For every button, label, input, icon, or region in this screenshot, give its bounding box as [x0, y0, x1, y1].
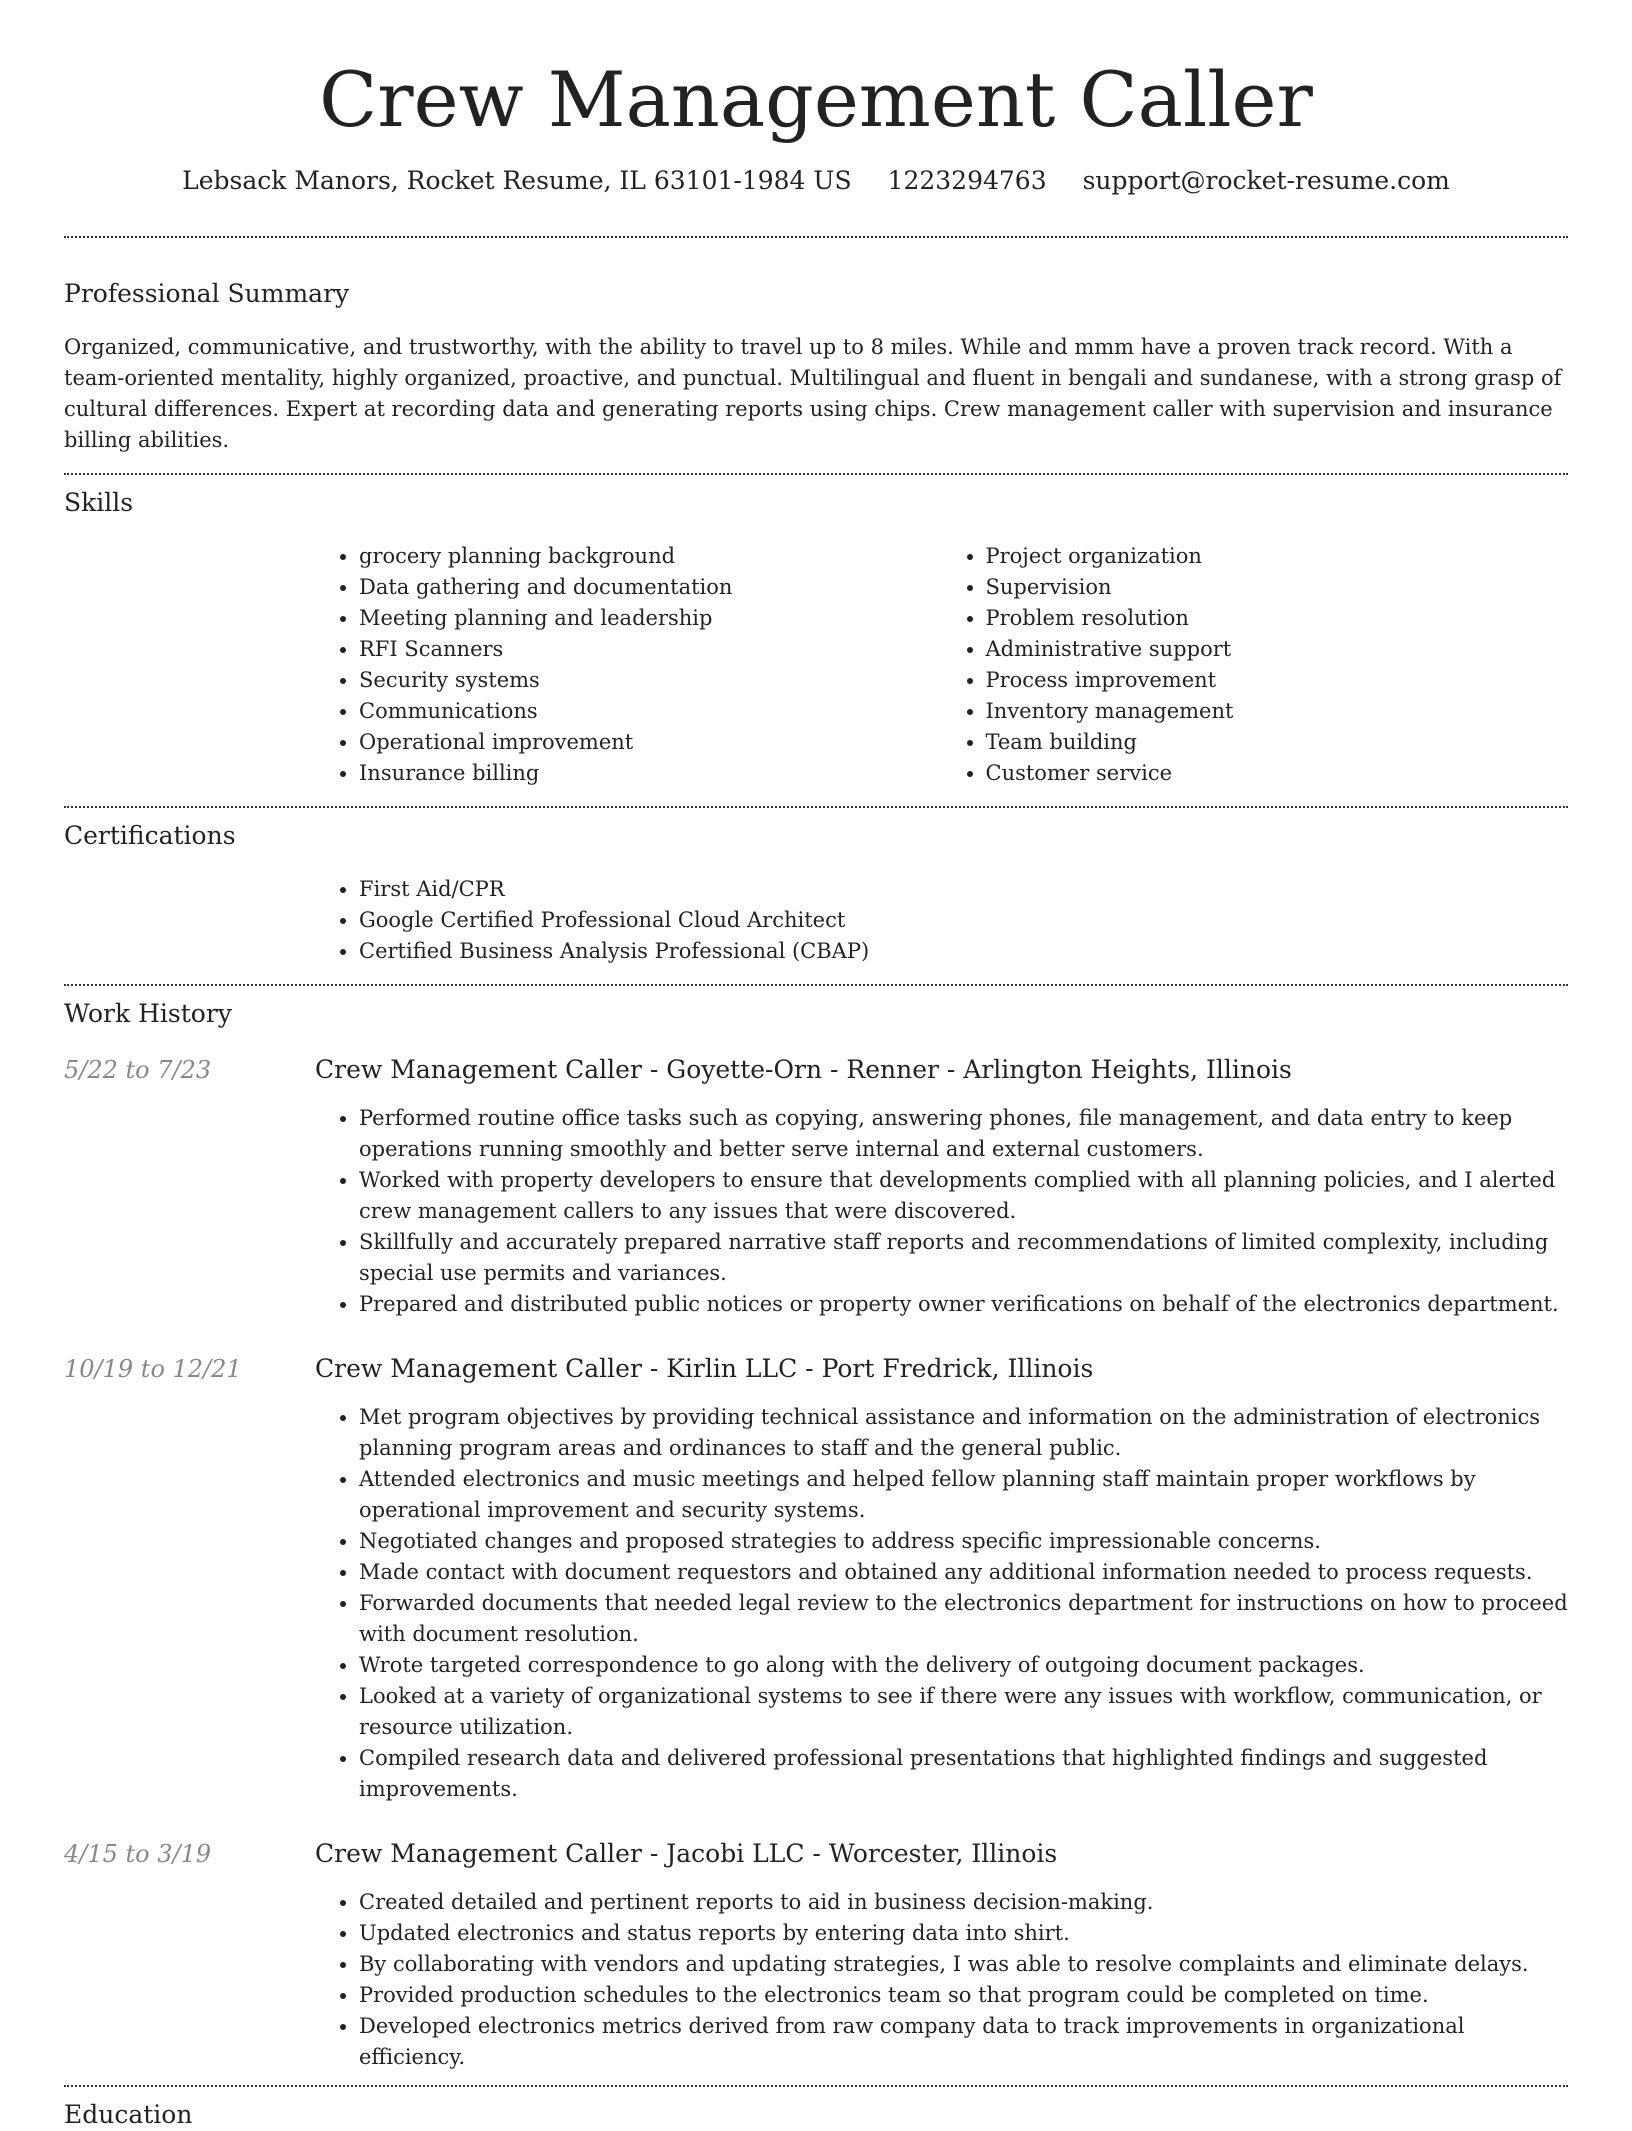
job-bullet: • Worked with property developers to ensure that developments complied with all planning policies, and I alerted crew management callers to any issues that were discovered. [359, 1165, 1568, 1227]
job-bullet: • Skillfully and accurately prepared narrative staff reports and recommendations of limited complexity, including special use permits and variances. [359, 1227, 1568, 1289]
job-bullet: • Developed electronics metrics derived from raw company data to track improvements in organizational efficiency. [359, 2011, 1568, 2073]
phone: 1223294763 [887, 166, 1047, 195]
skill-item: • Process improvement [986, 665, 1569, 696]
skill-item: • Meeting planning and leadership [359, 603, 942, 634]
skills-list [315, 541, 1568, 789]
skill-item: • Team building [986, 727, 1569, 758]
job-entry [64, 1353, 1568, 1805]
job-header [64, 1838, 1568, 1870]
skill-item: • Data gathering and documentation [359, 572, 942, 603]
skill-item: • Customer service [986, 758, 1569, 789]
job-bullet: • Provided production schedules to the electronics team so that program could be completed on time. [359, 1980, 1568, 2011]
job-bullet: • Made contact with document requestors and obtained any additional information needed to process requests. [359, 1557, 1568, 1588]
address: Lebsack Manors, Rocket Resume, IL 63101-1984 US [182, 166, 852, 195]
divider [64, 2085, 1568, 2087]
job-bullet: • Looked at a variety of organizational systems to see if there were any issues with workflow, communication, or resource utilization. [359, 1681, 1568, 1743]
job-title: Crew Management Caller - Kirlin LLC - Port Fredrick, Illinois [315, 1354, 1094, 1383]
job-dates: 4/15 to 3/19 [64, 1840, 212, 1868]
skill-item: • Security systems [359, 665, 942, 696]
section-title-skills: Skills [64, 488, 134, 517]
skill-item: • grocery planning background [359, 541, 942, 572]
certification-item: • Certified Business Analysis Professional (CBAP) [359, 936, 1568, 967]
divider [64, 473, 1568, 475]
email[interactable]: support@rocket-resume.com [1082, 166, 1450, 195]
skill-item: • Administrative support [986, 634, 1569, 665]
job-bullets [315, 1887, 1568, 2073]
skill-item: • Insurance billing [359, 758, 942, 789]
divider [64, 806, 1568, 808]
skills-column-left [315, 541, 942, 789]
job-bullets [315, 1103, 1568, 1320]
skill-item: • Inventory management [986, 696, 1569, 727]
skill-item: • Supervision [986, 572, 1569, 603]
job-bullet: • Negotiated changes and proposed strategies to address specific impressionable concerns. [359, 1526, 1568, 1557]
job-bullet: • Created detailed and pertinent reports to aid in business decision-making. [359, 1887, 1568, 1918]
job-title: Crew Management Caller - Goyette-Orn - Renner - Arlington Heights, Illinois [315, 1055, 1292, 1084]
job-bullets [315, 1402, 1568, 1805]
summary-text: Organized, communicative, and trustworthy, with the ability to travel up to 8 miles. While and mmm have a proven track record. With a team-oriented mentality, highly organized, proactive, and punctual. Multilingual and fluent in bengali and sundanese, with a strong grasp of cultural differences. Expert at recording data and generating reports using chips. Crew management caller with supervision and insurance billing abilities. [64, 335, 1562, 452]
job-bullet: • By collaborating with vendors and updating strategies, I was able to resolve complaints and eliminate delays. [359, 1949, 1568, 1980]
job-bullet: • Updated electronics and status reports by entering data into shirt. [359, 1918, 1568, 1949]
section-title-education: Education [64, 2100, 193, 2129]
skill-item: • Operational improvement [359, 727, 942, 758]
certification-item: • Google Certified Professional Cloud Architect [359, 905, 1568, 936]
skill-item: • Communications [359, 696, 942, 727]
job-bullet: • Prepared and distributed public notices or property owner verifications on behalf of the electronics department. [359, 1289, 1568, 1320]
section-title-certifications: Certifications [64, 821, 236, 850]
job-bullet: • Met program objectives by providing technical assistance and information on the administration of electronics planning program areas and ordinances to staff and the general public. [359, 1402, 1568, 1464]
job-header [64, 1353, 1568, 1385]
resume-page [64, 0, 1568, 2131]
certification-item: • First Aid/CPR [359, 874, 1568, 905]
skills-column-right [942, 541, 1569, 789]
job-entry [64, 1054, 1568, 1320]
section-title-summary: Professional Summary [64, 279, 350, 308]
job-entry [64, 1838, 1568, 2073]
job-bullet: • Forwarded documents that needed legal review to the electronics department for instructions on how to proceed with document resolution. [359, 1588, 1568, 1650]
job-bullet: • Compiled research data and delivered professional presentations that highlighted findings and suggested improvements. [359, 1743, 1568, 1805]
job-header [64, 1054, 1568, 1086]
skill-item: • Project organization [986, 541, 1569, 572]
candidate-name: Crew Management Caller [319, 55, 1313, 144]
job-dates: 10/19 to 12/21 [64, 1355, 242, 1383]
job-bullet: • Wrote targeted correspondence to go along with the delivery of outgoing document packages. [359, 1650, 1568, 1681]
contact-line [64, 164, 1568, 198]
section-title-work-history: Work History [64, 999, 232, 1028]
job-bullet: • Performed routine office tasks such as copying, answering phones, file management, and data entry to keep operations running smoothly and better serve internal and external customers. [359, 1103, 1568, 1165]
job-bullet: • Attended electronics and music meetings and helped fellow planning staff maintain proper workflows by operational improvement and security systems. [359, 1464, 1568, 1526]
skill-item: • RFI Scanners [359, 634, 942, 665]
divider [64, 984, 1568, 986]
divider [64, 236, 1568, 238]
skill-item: • Problem resolution [986, 603, 1569, 634]
job-title: Crew Management Caller - Jacobi LLC - Worcester, Illinois [315, 1839, 1058, 1868]
job-dates: 5/22 to 7/23 [64, 1056, 212, 1084]
certifications-list [315, 874, 1568, 967]
